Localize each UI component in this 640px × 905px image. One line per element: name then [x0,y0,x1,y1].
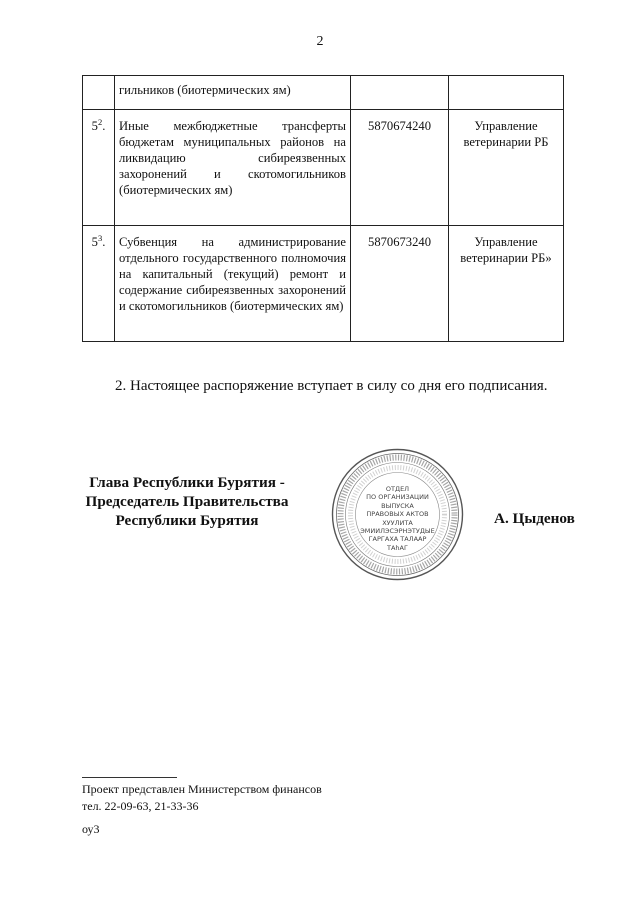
signer-title-line: Председатель Правительства [85,493,289,510]
signer-title-line: Республики Бурятия [115,512,259,529]
row-organization-cell: Управление ветеринарии РБ [449,110,564,226]
signer-title [82,473,292,530]
row-organization-cell: Управление ветеринарии РБ» [449,226,564,342]
page-number: 2 [316,34,324,49]
row-name-cell: Иные межбюджетные трансферты бюджетам муниципальных районов на ликвидацию сибиреязвенных захоронений и скотомогильников (биотермических ям) [115,110,351,226]
signer-name: А. Цыденов [494,510,575,527]
row-number-cell [83,76,115,110]
row-number-cell: $5^2$. [83,110,115,226]
footnote-divider [82,777,177,778]
signer-title-line: Глава Республики Бурятия - [89,474,285,491]
footnote-line: Проект представлен Министерством финансов [82,782,322,796]
row-code-cell [351,76,449,110]
document-code: оу3 [82,822,100,836]
row-name-cell: гильников (биотермических ям) [115,76,351,110]
row-number-cell: $5^3$. [83,226,115,342]
budget-table [82,75,564,342]
official-seal [330,447,465,582]
seal-text: ОТДЕЛ ПО ОРГАНИЗАЦИИ ВЫПУСКА ПРАВОВЫХ АКТОВ ХУУЛИТА ЭМИИЛЭСЭРНЭТУДЫЕ ГАРГАХА ТАЛААР ТАhАГ [360,485,435,552]
row-name-cell: Субвенция на администрирование отдельного государственного полномочия на капитальный (текущий) ремонт и содержание сибиреязвенных захоронений и скотомогильников (биотермических ям) [115,226,351,342]
row-organization-cell [449,76,564,110]
table-row [83,110,564,226]
footnote [82,781,322,815]
row-code-cell: 5870674240 [351,110,449,226]
row-code-cell: 5870673240 [351,226,449,342]
clause-text: 2. Настоящее распоряжение вступает в силу со дня его подписания. [115,378,548,394]
table-row [83,76,564,110]
footnote-line: тел. 22-09-63, 21-33-36 [82,799,199,813]
table-row [83,226,564,342]
